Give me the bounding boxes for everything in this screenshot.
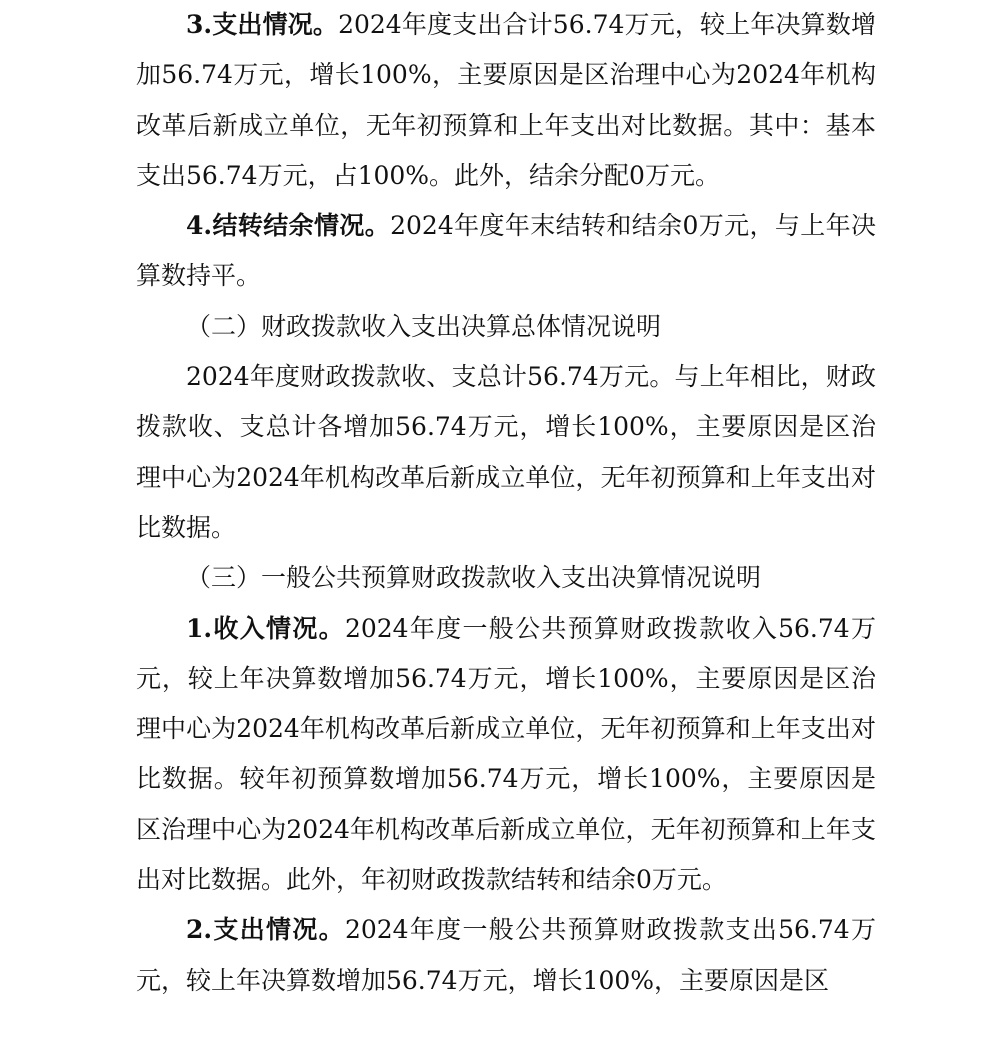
section-heading-general-budget: （三）一般公共预算财政拨款收入支出决算情况说明	[186, 563, 762, 593]
paragraph-general-expenditure	[136, 905, 876, 1006]
paragraph-text: 2024年度一般公共预算财政拨款支出56.74万元，较上年决算数增加56.74万元，增长100%，主要原因是区	[136, 915, 876, 995]
paragraph-fiscal-overview	[136, 352, 876, 553]
paragraph-text: 2024年度支出合计56.74万元，较上年决算数增加56.74万元，增长100%，主要原因是区治理中心为2024年机构改革后新成立单位，无年初预算和上年支出对比数据。其中：基本支出56.74万元，占100%。此外，结余分配0万元。	[136, 10, 876, 190]
paragraph-text: 2024年度年末结转和结余0万元，与上年决算数持平。	[136, 211, 877, 291]
paragraph-lead: 3.支出情况。	[186, 10, 339, 39]
paragraph-expenditure	[136, 0, 876, 201]
paragraph-lead: 1.收入情况。	[186, 613, 345, 643]
paragraph-lead: 2.支出情况。	[186, 915, 345, 945]
paragraph-carryover	[136, 201, 876, 302]
section-heading-fiscal-overview: （二）财政拨款收入支出决算总体情况说明	[186, 311, 662, 341]
document-body	[136, 0, 876, 1006]
paragraph-text: 2024年度财政拨款收、支总计56.74万元。与上年相比，财政拨款收、支总计各增加56.74万元，增长100%，主要原因是区治理中心为2024年机构改革后新成立单位，无年初预算和上年支出对比数据。	[136, 362, 876, 542]
paragraph-lead: 4.结转结余情况。	[186, 211, 391, 241]
paragraph-income	[136, 604, 876, 906]
paragraph-text: 2024年度一般公共预算财政拨款收入56.74万元，较上年决算数增加56.74万元，增长100%，主要原因是区治理中心为2024年机构改革后新成立单位，无年初预算和上年支出对比数据。较年初预算数增加56.74万元，增长100%，主要原因是区治理中心为2024年机构改革后新成立单位，无年初预算和上年支出对比数据。此外，年初财政拨款结转和结余0万元。	[136, 613, 876, 895]
